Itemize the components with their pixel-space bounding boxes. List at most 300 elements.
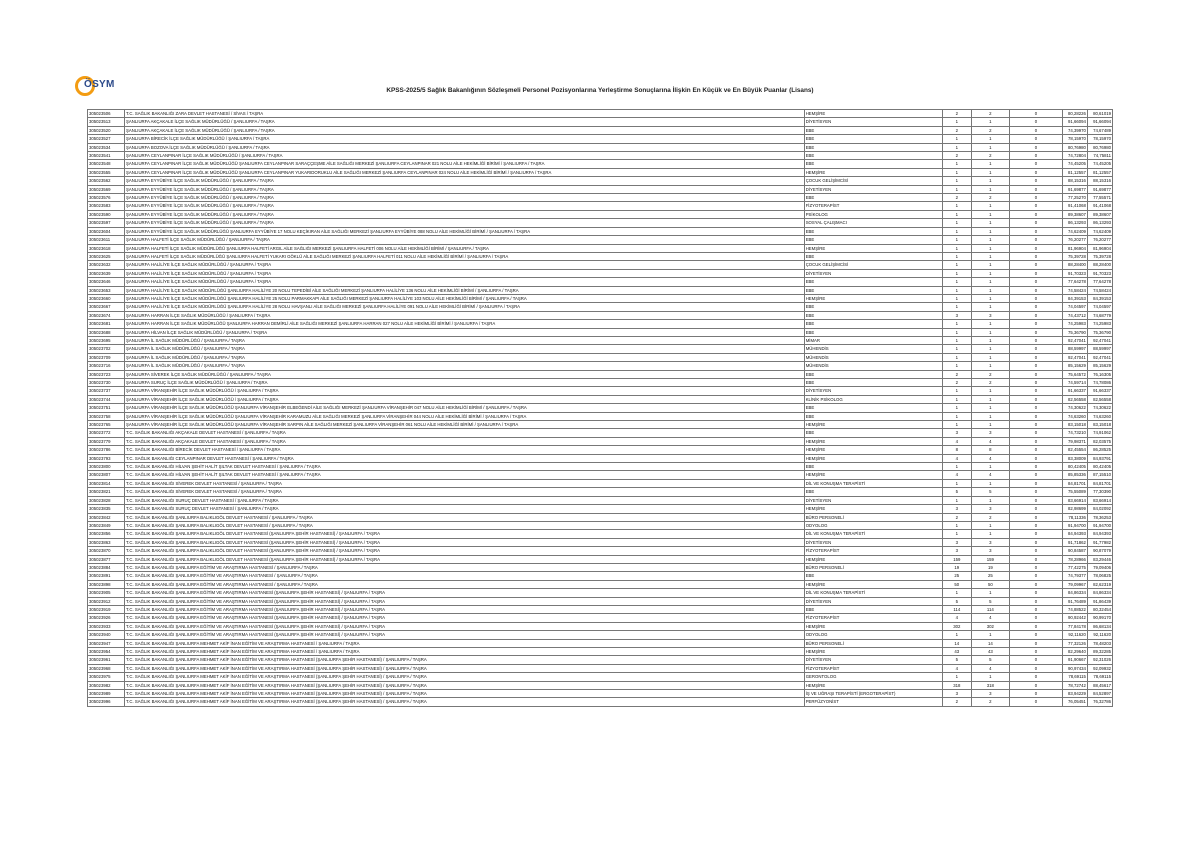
cell-min-score: 83,66914 (1062, 496, 1087, 504)
cell-quota: 159 (942, 555, 971, 563)
cell-institution: T.C. SAĞLIK BAKANLIĞI SURUÇ DEVLET HASTANESİ / ŞANLIURFA / TAŞRA (125, 505, 805, 513)
cell-position: PSİKOLOG (804, 210, 942, 218)
cell-institution: ŞANLIURFA EYYÜBİYE İLÇE SAĞLIK MÜDÜRLÜĞÜ / ŞANLIURFA / TAŞRA (125, 177, 805, 185)
cell-placed: 2 (971, 379, 1009, 387)
cell-position: PERFÜZYONİST (804, 698, 942, 706)
cell-quota: 1 (942, 168, 971, 176)
cell-vacant: 0 (1009, 379, 1062, 387)
cell-placed: 1 (971, 261, 1009, 269)
table-row (88, 362, 1113, 370)
table-row (88, 328, 1113, 336)
table-row (88, 269, 1113, 277)
cell-position: EBE (804, 135, 942, 143)
cell-vacant: 0 (1009, 648, 1062, 656)
cell-program-code: 305023919 (88, 605, 125, 613)
table-row (88, 110, 1113, 118)
cell-vacant: 0 (1009, 463, 1062, 471)
cell-max-score: 88,45617 (1087, 681, 1112, 689)
cell-max-score: 77,64278 (1087, 278, 1112, 286)
cell-quota: 1 (942, 160, 971, 168)
cell-placed: 1 (971, 252, 1009, 260)
cell-vacant: 0 (1009, 269, 1062, 277)
cell-quota: 5 (942, 656, 971, 664)
cell-placed: 3 (971, 538, 1009, 546)
cell-quota: 318 (942, 681, 971, 689)
cell-min-score: 75,64572 (1062, 370, 1087, 378)
cell-placed: 25 (971, 572, 1009, 580)
table-row (88, 395, 1113, 403)
cell-placed: 3 (971, 429, 1009, 437)
cell-quota: 4 (942, 614, 971, 622)
cell-quota: 2 (942, 513, 971, 521)
cell-max-score: 89,32285 (1087, 648, 1112, 656)
cell-min-score: 84,39153 (1062, 294, 1087, 302)
cell-min-score: 76,05451 (1062, 698, 1087, 706)
cell-institution: ŞANLIURFA HİLVAN İLÇE SAĞLIK MÜDÜRLÜĞÜ / ŞANLIURFA / TAŞRA (125, 328, 805, 336)
cell-program-code: 305023891 (88, 572, 125, 580)
table-row (88, 521, 1113, 529)
cell-program-code: 305023646 (88, 278, 125, 286)
cell-max-score: 91,77982 (1087, 538, 1112, 546)
cell-max-score: 91,86439 (1087, 597, 1112, 605)
cell-quota: 8 (942, 446, 971, 454)
cell-max-score: 74,68779 (1087, 311, 1112, 319)
cell-max-score: 78,15970 (1087, 135, 1112, 143)
cell-vacant: 0 (1009, 479, 1062, 487)
cell-program-code: 305023688 (88, 328, 125, 336)
cell-placed: 1 (971, 286, 1009, 294)
cell-institution: ŞANLIURFA VİRANŞEHİR İLÇE SAĞLIK MÜDÜRLÜĞÜ ŞANLIURFA VİRANŞEHİR KARAMUZU AİLE SAĞLIĞI MERKEZİ ŞANLIURFA VİRANŞEHİR 044 NOLU AİLE HEKİMLİĞİ BİRİMİ / ŞANLIURFA / TAŞRA (125, 412, 805, 420)
cell-min-score: 84,86334 (1062, 589, 1087, 597)
cell-institution: T.C. SAĞLIK BAKANLIĞI BİRECİK DEVLET HASTANESİ / ŞANLIURFA / TAŞRA (125, 446, 805, 454)
cell-program-code: 305023849 (88, 521, 125, 529)
cell-max-score: 91,41068 (1087, 202, 1112, 210)
cell-quota: 1 (942, 202, 971, 210)
cell-vacant: 0 (1009, 639, 1062, 647)
cell-vacant: 0 (1009, 387, 1062, 395)
cell-position: EBE (804, 160, 942, 168)
cell-placed: 1 (971, 404, 1009, 412)
cell-position: EBE (804, 429, 942, 437)
cell-quota: 2 (942, 698, 971, 706)
cell-placed: 1 (971, 320, 1009, 328)
cell-position: DİYETİSYEN (804, 496, 942, 504)
cell-max-score: 76,20277 (1087, 236, 1112, 244)
cell-vacant: 0 (1009, 673, 1062, 681)
cell-program-code: 305023961 (88, 656, 125, 664)
cell-program-code: 305023709 (88, 353, 125, 361)
cell-position: ODYOLOG (804, 521, 942, 529)
cell-max-score: 92,11620 (1087, 631, 1112, 639)
cell-quota: 1 (942, 353, 971, 361)
table-row (88, 126, 1113, 134)
cell-max-score: 77,30390 (1087, 488, 1112, 496)
cell-program-code: 305023653 (88, 286, 125, 294)
cell-position: GERONTOLOG (804, 673, 942, 681)
cell-vacant: 0 (1009, 210, 1062, 218)
cell-institution: ŞANLIURFA HALİLİYE İLÇE SAĞLIK MÜDÜRLÜĞÜ / ŞANLIURFA / TAŞRA (125, 278, 805, 286)
cell-min-score: 85,15629 (1062, 362, 1087, 370)
cell-program-code: 305023520 (88, 126, 125, 134)
cell-placed: 2 (971, 126, 1009, 134)
cell-institution: ŞANLIURFA HALİLİYE İLÇE SAĞLIK MÜDÜRLÜĞÜ ŞANLIURFA HALİLİYE 28 NOLU HAVŞANLI AİLE SAĞLIĞI MERKEZİ ŞANLIURFA HALİLİYE 091 NOLU AİLE HEKİMLİĞİ BİRİMİ / ŞANLIURFA / TAŞRA (125, 303, 805, 311)
cell-placed: 1 (971, 202, 1009, 210)
cell-max-score: 76,32786 (1087, 698, 1112, 706)
table-row (88, 278, 1113, 286)
cell-placed: 1 (971, 244, 1009, 252)
table-row (88, 690, 1113, 698)
cell-quota: 1 (942, 118, 971, 126)
cell-vacant: 0 (1009, 252, 1062, 260)
cell-vacant: 0 (1009, 160, 1062, 168)
cell-vacant: 0 (1009, 236, 1062, 244)
cell-placed: 318 (971, 681, 1009, 689)
cell-quota: 3 (942, 505, 971, 513)
cell-vacant: 0 (1009, 521, 1062, 529)
table-row (88, 547, 1113, 555)
cell-institution: ŞANLIURFA VİRANŞEHİR İLÇE SAĞLIK MÜDÜRLÜĞÜ / ŞANLIURFA / TAŞRA (125, 387, 805, 395)
cell-program-code: 305023940 (88, 631, 125, 639)
cell-institution: T.C. SAĞLIK BAKANLIĞI ŞANLIURFA EĞİTİM VE ARAŞTIRMA HASTANESİ (ŞANLIURFA ŞEHİR HASTANESİ) / ŞANLIURFA / TAŞRA (125, 631, 805, 639)
cell-min-score: 77,42275 (1062, 563, 1087, 571)
cell-program-code: 305023807 (88, 471, 125, 479)
cell-quota: 1 (942, 294, 971, 302)
table-row (88, 513, 1113, 521)
table-row (88, 673, 1113, 681)
cell-placed: 1 (971, 143, 1009, 151)
cell-vacant: 0 (1009, 614, 1062, 622)
cell-program-code: 305023506 (88, 110, 125, 118)
cell-quota: 25 (942, 572, 971, 580)
cell-institution: T.C. SAĞLIK BAKANLIĞI ŞANLIURFA MEHMET AKİF İNAN EĞİTİM VE ARAŞTIRMA HASTANESİ / ŞANLIURFA / TAŞRA (125, 639, 805, 647)
cell-max-score: 74,58424 (1087, 286, 1112, 294)
cell-max-score: 76,16305 (1087, 370, 1112, 378)
cell-vacant: 0 (1009, 261, 1062, 269)
cell-program-code: 305023786 (88, 446, 125, 454)
cell-position: EBE (804, 152, 942, 160)
cell-placed: 1 (971, 387, 1009, 395)
cell-vacant: 0 (1009, 471, 1062, 479)
cell-quota: 2 (942, 126, 971, 134)
cell-max-score: 81,12557 (1087, 168, 1112, 176)
table-row (88, 286, 1113, 294)
cell-min-score: 91,90667 (1062, 656, 1087, 664)
cell-quota: 1 (942, 269, 971, 277)
cell-institution: T.C. SAĞLIK BAKANLIĞI ŞANLIURFA MEHMET AKİF İNAN EĞİTİM VE ARAŞTIRMA HASTANESİ (ŞANLIURFA ŞEHİR HASTANESİ) / ŞANLIURFA / TAŞRA (125, 656, 805, 664)
cell-position: EBE (804, 143, 942, 151)
cell-quota: 1 (942, 177, 971, 185)
table-row (88, 605, 1113, 613)
cell-position: EBE (804, 286, 942, 294)
cell-quota: 1 (942, 673, 971, 681)
table-row (88, 421, 1113, 429)
cell-position: HEMŞİRE (804, 421, 942, 429)
table-row (88, 143, 1113, 151)
cell-position: EBE (804, 605, 942, 613)
cell-program-code: 305023744 (88, 395, 125, 403)
cell-position: EBE (804, 370, 942, 378)
cell-min-score: 91,69877 (1062, 185, 1087, 193)
cell-min-score: 78,72742 (1062, 681, 1087, 689)
page-title: KPSS-2025/5 Sağlık Bakanlığının Sözleşmeli Personel Pozisyonlarına Yerleştirme Sonuçlarına İlişkin En Küçük ve En Büyük Puanlar (Lisans) (386, 87, 814, 94)
cell-min-score: 74,58424 (1062, 286, 1087, 294)
cell-vacant: 0 (1009, 631, 1062, 639)
table-row (88, 471, 1113, 479)
cell-quota: 3 (942, 547, 971, 555)
cell-institution: ŞANLIURFA VİRANŞEHİR İLÇE SAĞLIK MÜDÜRLÜĞÜ / ŞANLIURFA / TAŞRA (125, 395, 805, 403)
table-row (88, 496, 1113, 504)
cell-min-score: 75,36790 (1062, 328, 1087, 336)
cell-placed: 1 (971, 353, 1009, 361)
cell-placed: 3 (971, 547, 1009, 555)
cell-quota: 2 (942, 152, 971, 160)
cell-max-score: 86,28525 (1087, 446, 1112, 454)
table-row (88, 160, 1113, 168)
cell-min-score: 91,71862 (1062, 538, 1087, 546)
cell-program-code: 305023618 (88, 244, 125, 252)
cell-min-score: 92,47041 (1062, 336, 1087, 344)
cell-program-code: 305023842 (88, 513, 125, 521)
cell-max-score: 74,30622 (1087, 404, 1112, 412)
cell-position: EBE (804, 488, 942, 496)
cell-min-score: 74,25983 (1062, 320, 1087, 328)
cell-position: EBE (804, 328, 942, 336)
cell-institution: ŞANLIURFA HALFETİ İLÇE SAĞLIK MÜDÜRLÜĞÜ ŞANLIURFA HALFETİ ARGIL AİLE SAĞLIĞI MERKEZİ ŞANLIURFA HALFETİ 006 NOLU AİLE HEKİMLİĞİ BİRİMİ / ŞANLIURFA / TAŞRA (125, 244, 805, 252)
cell-institution: ŞANLIURFA AKÇAKALE İLÇE SAĞLIK MÜDÜRLÜĞÜ / ŞANLIURFA / TAŞRA (125, 118, 805, 126)
cell-min-score: 90,97434 (1062, 664, 1087, 672)
cell-placed: 159 (971, 555, 1009, 563)
cell-max-score: 80,42405 (1087, 463, 1112, 471)
cell-quota: 1 (942, 589, 971, 597)
cell-quota: 1 (942, 496, 971, 504)
cell-position: FİZYOTERAPİST (804, 202, 942, 210)
cell-placed: 3 (971, 690, 1009, 698)
cell-vacant: 0 (1009, 185, 1062, 193)
cell-institution: ŞANLIURFA CEYLANPINAR İLÇE SAĞLIK MÜDÜRLÜĞÜ ŞANLIURFA CEYLANPINAR SARAÇÇEŞME AİLE SAĞLIĞI MERKEZİ ŞANLIURFA CEYLANPINAR 021 NOLU AİLE HEKİMLİĞİ BİRİMİ / ŞANLIURFA / TAŞRA (125, 160, 805, 168)
table-row (88, 177, 1113, 185)
cell-vacant: 0 (1009, 202, 1062, 210)
cell-placed: 5 (971, 488, 1009, 496)
cell-program-code: 305023758 (88, 412, 125, 420)
cell-max-score: 86,13293 (1087, 219, 1112, 227)
cell-program-code: 305023828 (88, 496, 125, 504)
cell-max-score: 83,15018 (1087, 421, 1112, 429)
cell-min-score: 80,42405 (1062, 463, 1087, 471)
cell-program-code: 305023933 (88, 622, 125, 630)
cell-institution: T.C. SAĞLIK BAKANLIĞI CEYLANPINAR DEVLET HASTANESİ / ŞANLIURFA / TAŞRA (125, 454, 805, 462)
cell-program-code: 305023968 (88, 664, 125, 672)
cell-program-code: 305023695 (88, 336, 125, 344)
cell-vacant: 0 (1009, 110, 1062, 118)
cell-position: ÇOCUK GELİŞİMCİSİ (804, 261, 942, 269)
cell-max-score: 84,81701 (1087, 479, 1112, 487)
cell-quota: 1 (942, 135, 971, 143)
cell-program-code: 305023730 (88, 379, 125, 387)
cell-quota: 1 (942, 303, 971, 311)
cell-quota: 1 (942, 219, 971, 227)
cell-program-code: 305023765 (88, 421, 125, 429)
cell-placed: 1 (971, 219, 1009, 227)
cell-program-code: 305023667 (88, 303, 125, 311)
cell-placed: 1 (971, 168, 1009, 176)
cell-program-code: 305023905 (88, 589, 125, 597)
cell-min-score: 74,63260 (1062, 412, 1087, 420)
cell-institution: ŞANLIURFA HARRAN İLÇE SAĞLIK MÜDÜRLÜĞÜ / ŞANLIURFA / TAŞRA (125, 311, 805, 319)
cell-max-score: 80,61019 (1087, 110, 1112, 118)
cell-quota: 1 (942, 479, 971, 487)
cell-quota: 1 (942, 395, 971, 403)
cell-position: HEMŞİRE (804, 437, 942, 445)
cell-max-score: 87,15510 (1087, 471, 1112, 479)
cell-vacant: 0 (1009, 320, 1062, 328)
results-table-body (88, 110, 1113, 707)
cell-vacant: 0 (1009, 597, 1062, 605)
table-row (88, 563, 1113, 571)
cell-placed: 1 (971, 303, 1009, 311)
cell-min-score: 88,59997 (1062, 345, 1087, 353)
cell-quota: 1 (942, 236, 971, 244)
cell-max-score: 77,55571 (1087, 194, 1112, 202)
cell-max-score: 84,93791 (1087, 454, 1112, 462)
cell-vacant: 0 (1009, 370, 1062, 378)
cell-min-score: 92,11620 (1062, 631, 1087, 639)
table-row (88, 530, 1113, 538)
cell-institution: T.C. SAĞLIK BAKANLIĞI ŞANLIURFA EĞİTİM VE ARAŞTIRMA HASTANESİ (ŞANLIURFA ŞEHİR HASTANESİ) / ŞANLIURFA / TAŞRA (125, 589, 805, 597)
cell-min-score: 74,88522 (1062, 605, 1087, 613)
cell-quota: 114 (942, 605, 971, 613)
cell-placed: 1 (971, 631, 1009, 639)
cell-program-code: 305023611 (88, 236, 125, 244)
cell-program-code: 305023975 (88, 673, 125, 681)
cell-position: FİZYOTERAPİST (804, 547, 942, 555)
cell-placed: 1 (971, 118, 1009, 126)
cell-institution: T.C. SAĞLIK BAKANLIĞI ŞANLIURFA MEHMET AKİF İNAN EĞİTİM VE ARAŞTIRMA HASTANESİ / ŞANLIURFA / TAŞRA (125, 648, 805, 656)
cell-quota: 302 (942, 622, 971, 630)
cell-placed: 5 (971, 597, 1009, 605)
cell-max-score: 75,36790 (1087, 328, 1112, 336)
cell-program-code: 305023835 (88, 505, 125, 513)
cell-vacant: 0 (1009, 580, 1062, 588)
cell-position: ODYOLOG (804, 631, 942, 639)
cell-vacant: 0 (1009, 446, 1062, 454)
cell-program-code: 305023541 (88, 152, 125, 160)
table-row (88, 681, 1113, 689)
cell-vacant: 0 (1009, 286, 1062, 294)
cell-placed: 4 (971, 614, 1009, 622)
cell-max-score: 88,15316 (1087, 177, 1112, 185)
cell-position: İŞ VE UĞRAŞI TERAPİSTİ (ERGOTERAPİST) (804, 690, 942, 698)
cell-quota: 1 (942, 421, 971, 429)
cell-vacant: 0 (1009, 563, 1062, 571)
cell-institution: T.C. SAĞLIK BAKANLIĞI AKÇAKALE DEVLET HASTANESİ / ŞANLIURFA / TAŞRA (125, 437, 805, 445)
cell-min-score: 74,43712 (1062, 311, 1087, 319)
cell-vacant: 0 (1009, 135, 1062, 143)
cell-max-score: 74,04597 (1087, 303, 1112, 311)
table-row (88, 185, 1113, 193)
cell-institution: ŞANLIURFA EYYÜBİYE İLÇE SAĞLIK MÜDÜRLÜĞÜ / ŞANLIURFA / TAŞRA (125, 219, 805, 227)
cell-vacant: 0 (1009, 454, 1062, 462)
cell-max-score: 78,69115 (1087, 673, 1112, 681)
cell-vacant: 0 (1009, 152, 1062, 160)
cell-institution: T.C. SAĞLIK BAKANLIĞI ŞANLIURFA BALIKLIGÖL DEVLET HASTANESİ (ŞANLIURFA ŞEHİR HASTANESİ) / ŞANLIURFA / TAŞRA (125, 538, 805, 546)
cell-vacant: 0 (1009, 681, 1062, 689)
cell-quota: 2 (942, 110, 971, 118)
cell-institution: ŞANLIURFA EYYÜBİYE İLÇE SAĞLIK MÜDÜRLÜĞÜ ŞANLIURFA EYYÜBİYE 17 NOLU KEÇİKIRAN AİLE SAĞLIĞI MERKEZİ ŞANLIURFA EYYÜBİYE 088 NOLU AİLE HEKİMLİĞİ BİRİMİ / ŞANLIURFA / TAŞRA (125, 227, 805, 235)
cell-program-code: 305023982 (88, 681, 125, 689)
cell-position: DİL VE KONUŞMA TERAPİSTİ (804, 479, 942, 487)
cell-program-code: 305023583 (88, 202, 125, 210)
cell-program-code: 305023534 (88, 143, 125, 151)
cell-position: MÜHENDİS (804, 345, 942, 353)
cell-institution: ŞANLIURFA BİRECİK İLÇE SAĞLIK MÜDÜRLÜĞÜ / ŞANLIURFA / TAŞRA (125, 135, 805, 143)
cell-min-score: 91,94700 (1062, 521, 1087, 529)
cell-max-score: 83,29446 (1087, 555, 1112, 563)
cell-placed: 1 (971, 278, 1009, 286)
cell-max-score: 92,47041 (1087, 353, 1112, 361)
cell-program-code: 305023856 (88, 530, 125, 538)
cell-max-score: 85,15629 (1087, 362, 1112, 370)
cell-position: EBE (804, 194, 942, 202)
cell-max-score: 74,91062 (1087, 429, 1112, 437)
cell-vacant: 0 (1009, 177, 1062, 185)
cell-program-code: 305023737 (88, 387, 125, 395)
cell-quota: 2 (942, 370, 971, 378)
cell-max-score: 74,67489 (1087, 126, 1112, 134)
cell-placed: 2 (971, 370, 1009, 378)
cell-position: EBE (804, 278, 942, 286)
cell-position: EBE (804, 320, 942, 328)
cell-quota: 1 (942, 463, 971, 471)
cell-program-code: 305023912 (88, 597, 125, 605)
cell-quota: 1 (942, 404, 971, 412)
table-row (88, 294, 1113, 302)
cell-max-score: 78,48203 (1087, 639, 1112, 647)
cell-placed: 1 (971, 236, 1009, 244)
cell-max-score: 74,75811 (1087, 152, 1112, 160)
cell-min-score: 74,59714 (1062, 379, 1087, 387)
cell-position: EBE (804, 572, 942, 580)
cell-institution: ŞANLIURFA VİRANŞEHİR İLÇE SAĞLIK MÜDÜRLÜĞÜ ŞANLIURFA VİRANŞEHİR ELBEĞENDİ AİLE SAĞLIĞI MERKEZİ ŞANLIURFA VİRANŞEHİR 047 NOLU AİLE HEKİMLİĞİ BİRİMİ / ŞANLIURFA / TAŞRA (125, 404, 805, 412)
cell-quota: 4 (942, 664, 971, 672)
cell-min-score: 90,84587 (1062, 547, 1087, 555)
cell-position: DİYETİSYEN (804, 597, 942, 605)
cell-placed: 43 (971, 648, 1009, 656)
cell-min-score: 91,76489 (1062, 597, 1087, 605)
cell-vacant: 0 (1009, 589, 1062, 597)
cell-quota: 1 (942, 362, 971, 370)
cell-program-code: 305023513 (88, 118, 125, 126)
cell-quota: 5 (942, 597, 971, 605)
cell-quota: 1 (942, 387, 971, 395)
cell-max-score: 92,47041 (1087, 336, 1112, 344)
logo-text: ÖSYM (84, 79, 115, 90)
cell-program-code: 305023639 (88, 269, 125, 277)
cell-vacant: 0 (1009, 421, 1062, 429)
cell-vacant: 0 (1009, 345, 1062, 353)
cell-vacant: 0 (1009, 572, 1062, 580)
cell-min-score: 82,29640 (1062, 648, 1087, 656)
cell-vacant: 0 (1009, 404, 1062, 412)
cell-position: HEMŞİRE (804, 446, 942, 454)
cell-program-code: 305023996 (88, 698, 125, 706)
cell-max-score: 91,94700 (1087, 521, 1112, 529)
cell-institution: ŞANLIURFA SURUÇ İLÇE SAĞLIK MÜDÜRLÜĞÜ / ŞANLIURFA / TAŞRA (125, 379, 805, 387)
cell-program-code: 305023562 (88, 177, 125, 185)
table-row (88, 219, 1113, 227)
table-row (88, 210, 1113, 218)
cell-max-score: 91,70323 (1087, 269, 1112, 277)
cell-max-score: 92,31026 (1087, 656, 1112, 664)
